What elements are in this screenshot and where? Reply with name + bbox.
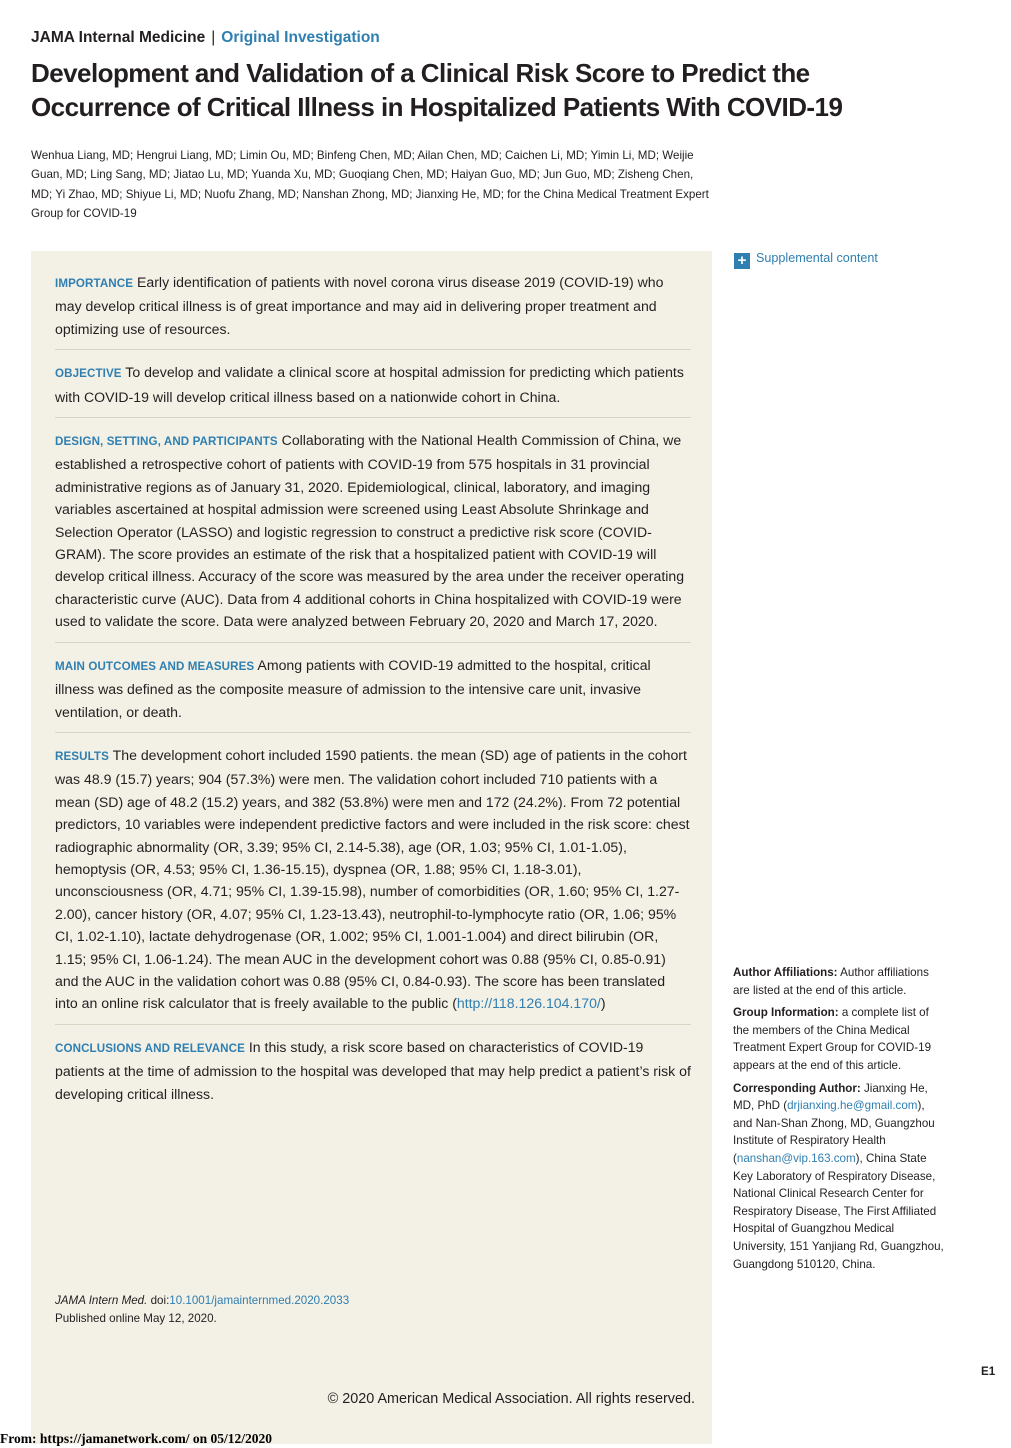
article-section-link[interactable]: Original Investigation — [221, 29, 380, 46]
abstract-text: The development cohort included 1590 patients. the mean (SD) age of patients in the cohort was 48.9 (15.7) years; 904 (57.3%) were men. The validation cohort included 710 patients with a mean (SD) age of 48.2 (15.2) years, and 382 (53.8%) were men and 172 (24.2%). From 72 potential predictors, 10 variables were independent predictive factors and were included in the risk score: chest radiographic abnormality (OR, 3.39; 95% CI, 2.14-5.38), age (OR, 1.03; 95% CI, 1.01-1.05), hemoptysis (OR, 4.53; 95% CI, 1.36-15.15), dyspnea (OR, 1.88; 95% CI, 1.18-3.01), unconsciousness (OR, 4.71; 95% CI, 1.39-15.98), number of comorbidities (OR, 1.60; 95% CI, 1.27-2.00), cancer history (OR, 4.07; 95% CI, 1.23-13.43), neutrophil-to-lymphocyte ratio (OR, 1.06; 95% CI, 1.02-1.10), lactate dehydrogenase (OR, 1.002; 95% CI, 1.001-1.004) and direct bilirubin (OR, 1.15; 95% CI, 1.06-1.24). The mean AUC in the development cohort was 0.88 (95% CI, 0.85-0.91) and the AUC in the validation cohort was 0.88 (95% CI, 0.84-0.93). The score has been translated into an online risk calculator that is freely available to the public ( — [55, 746, 690, 1012]
copyright-notice: © 2020 American Medical Association. All rights reserved. — [327, 1391, 695, 1407]
sidebar-notes — [733, 964, 947, 1278]
author-list: Wenhua Liang, MD; Hengrui Liang, MD; Limin Ou, MD; Binfeng Chen, MD; Ailan Chen, MD; Caichen Li, MD; Yimin Li, MD; Weijie Guan, MD; Ling Sang, MD; Jiatao Lu, MD; Yuanda Xu, MD; Guoqiang Chen, MD; Haiyan Guo, MD; Jun Guo, MD; Zisheng Chen, MD; Yi Zhao, MD; Shiyue Li, MD; Nuofu Zhang, MD; Nanshan Zhong, MD; Jianxing He, MD; for the China Medical Treatment Expert Group for COVID-19 — [31, 149, 709, 221]
masthead-separator: | — [211, 29, 216, 46]
corresponding-text: ), and Nan-Shan Zhong, MD, Guangzhou Institute of Respiratory Health ( — [733, 1099, 935, 1165]
email-link[interactable]: drjianxing.he@gmail.com — [787, 1099, 918, 1113]
group-text: a complete list of the members of the China Medical Treatment Expert Group for COVID-19 appears at the end of this article. — [733, 1006, 932, 1072]
citation — [55, 1292, 575, 1327]
abstract-box — [31, 251, 712, 1444]
citation-journal: JAMA Intern Med. — [55, 1294, 148, 1307]
abstract-objective — [55, 357, 691, 418]
abstract-conclusions — [55, 1032, 691, 1114]
abstract-heading: IMPORTANCE — [55, 277, 134, 290]
abstract-heading: DESIGN, SETTING, AND PARTICIPANTS — [55, 435, 278, 449]
risk-calculator-link[interactable]: http://118.126.104.170/ — [456, 995, 601, 1012]
group-label: Group Information: — [733, 1006, 839, 1020]
abstract-text: In this study, a risk score based on characteristics of COVID-19 patients at the time of admission to the hospital was developed that may help predict a patient’s risk of developing critical illness. — [55, 1038, 691, 1102]
abstract-text: Early identification of patients with novel corona virus disease 2019 (COVID-19) who may develop critical illness is of great importance and may aid in delivering proper treatment and optimizing use of resources. — [55, 274, 664, 337]
article-title: Development and Validation of a Clinical Risk Score to Predict the Occurrence of Critical Illness in Hospitalized Patients With COVID-19 — [31, 58, 843, 122]
abstract-text-end: ) — [600, 995, 606, 1012]
corresponding-text: ), China State Key Laboratory of Respiratory Disease, National Clinical Research Center for Respiratory Disease, The First Affiliated Hospital of Guangzhou Medical University, 151 Yanjiang Rd, Guangzhou, Guangdong 510120, China. — [733, 1151, 944, 1271]
abstract-text: To develop and validate a clinical score at hospital admission for predicting which patients with COVID-19 will develop critical illness based on a nationwide cohort in China. — [55, 364, 684, 405]
abstract-outcomes — [55, 650, 691, 733]
abstract-heading: CONCLUSIONS AND RELEVANCE — [55, 1041, 245, 1055]
abstract-heading: OBJECTIVE — [55, 367, 122, 381]
abstract-heading: MAIN OUTCOMES AND MEASURES — [55, 659, 255, 673]
page-number: E1 — [981, 1365, 996, 1378]
doi-label: doi: — [150, 1294, 170, 1307]
abstract-results — [55, 740, 691, 1025]
email-link[interactable]: nanshan@vip.163.com — [736, 1151, 856, 1165]
abstract-heading: RESULTS — [55, 749, 109, 763]
abstract-importance — [55, 267, 691, 350]
corresponding-label: Corresponding Author: — [733, 1081, 861, 1095]
abstract-sections — [55, 267, 691, 1121]
plus-icon: + — [734, 253, 750, 269]
supplemental-content-link[interactable] — [734, 249, 878, 269]
affiliations-label: Author Affiliations: — [733, 966, 838, 979]
corresponding-author — [733, 1080, 947, 1274]
abstract-text: Among patients with COVID-19 admitted to the hospital, critical illness was defined as the composite measure of admission to the intensive care unit, invasive ventilation, or death. — [55, 656, 651, 720]
abstract-text: Collaborating with the National Health Commission of China, we established a retrospective cohort of patients with COVID-19 from 575 hospitals in 31 provincial administrative regions as of January 31, 2020. Epidemiological, clinical, laboratory, and imaging variables ascertained at hospital admission were screened using Least Absolute Shrinkage and Selection Operator (LASSO) and logistic regression to construct a predictive risk score (COVID-GRAM). The score provides an estimate of the risk that a hospitalized patient with COVID-19 will develop critical illness. Accuracy of the score was measured by the area under the receiver operating characteristic curve (AUC). Data from 4 additional cohorts in China hospitalized with COVID-19 were used to validate the score. Data were analyzed between February 20, 2020 and March 17, 2020. — [55, 432, 685, 630]
download-stamp: From: https://jamanetwork.com/ on 05/12/2020 — [0, 1431, 272, 1446]
doi-link[interactable]: 10.1001/jamainternmed.2020.2033 — [169, 1294, 350, 1307]
group-information — [733, 1004, 947, 1074]
published-date: Published online May 12, 2020. — [55, 1311, 217, 1325]
corresponding-text: Jianxing He, MD, PhD ( — [733, 1081, 928, 1113]
affiliations-text: Author affiliations are listed at the end of this article. — [733, 966, 929, 997]
abstract-design — [55, 425, 691, 643]
journal-name: JAMA Internal Medicine — [31, 29, 206, 46]
author-affiliations — [733, 964, 947, 999]
masthead — [31, 27, 380, 49]
supplemental-label: Supplemental content — [756, 251, 878, 265]
